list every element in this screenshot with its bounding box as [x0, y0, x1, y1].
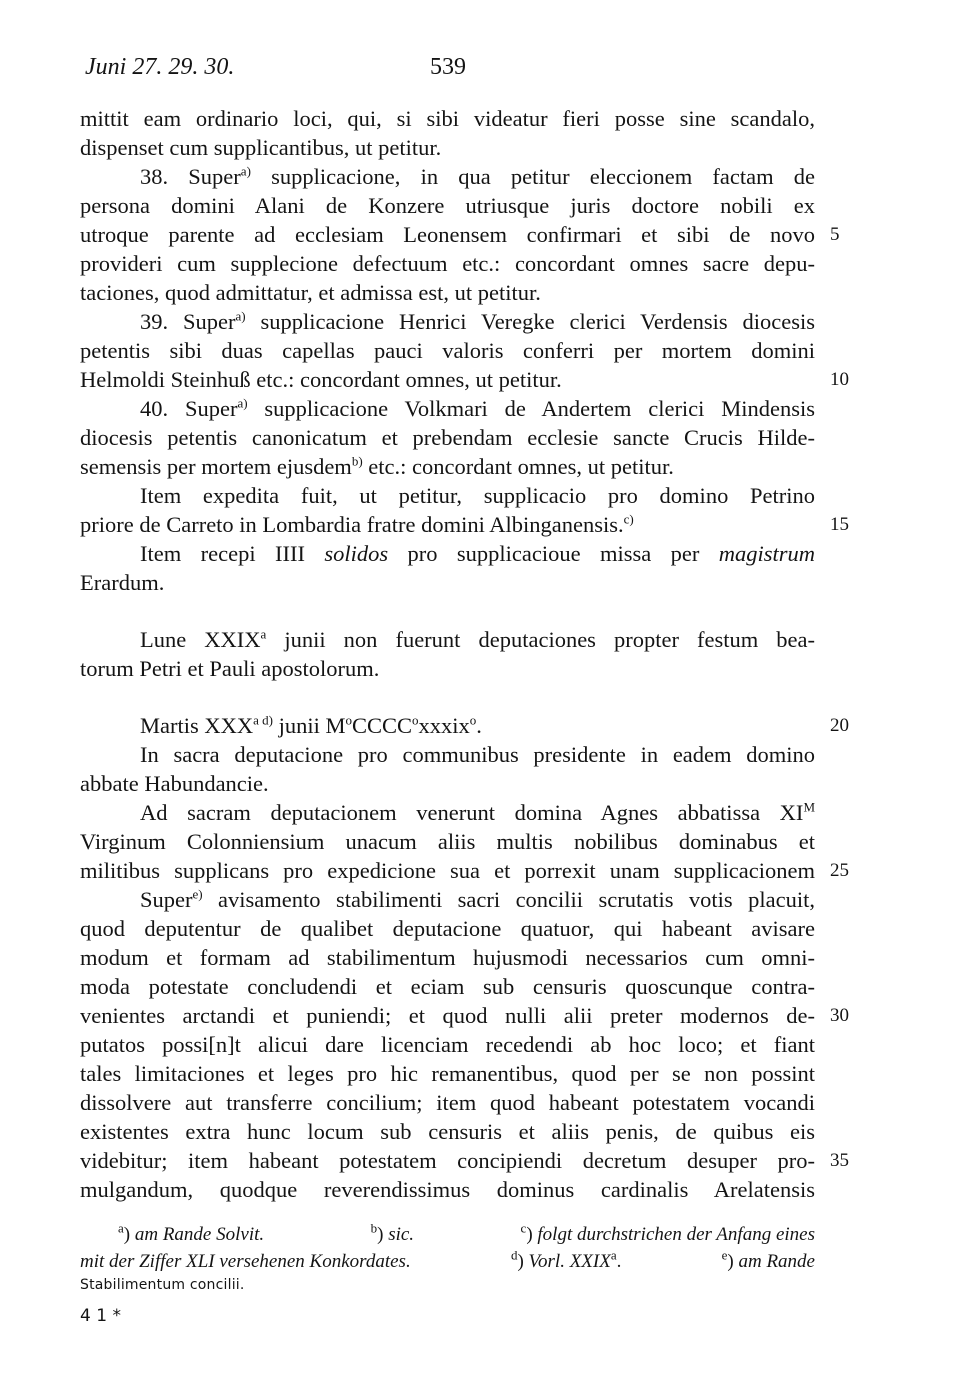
text-line: venientes arctandi et puniendi; et quod nulli alii preter modernos de-	[80, 1003, 815, 1028]
margin-line-number: 20	[830, 715, 849, 736]
text-line: Lune XXIX$^a$ junii non fuerunt deputaciones propter festum bea-	[140, 626, 815, 652]
text-line: 38. Super$^{a)}$ supplicacione, in qua petitur eleccionem factam de	[140, 163, 815, 189]
text-line: abbate Habundancie.	[80, 771, 269, 796]
text-line: mulgandum, quodque reverendissimus dominus cardinalis Arelatensis	[80, 1177, 815, 1202]
footnote-ref: b)	[351, 453, 363, 469]
text-line: semensis per mortem ejusdem$^{b)}$ etc.: concordant omnes, ut petitur.	[80, 453, 674, 479]
text-line: Super$^{e)}$ avisamento stabilimenti sacri concilii scrutatis votis placuit,	[140, 886, 815, 912]
text-line: Erardum.	[80, 570, 165, 595]
text-line: quod deputentur de qualibet deputacione quatuor, qui habeant avisare	[80, 916, 815, 941]
margin-line-number: 15	[830, 514, 849, 535]
text-line: utroque parente ad ecclesiam Leonensem confirmari et sibi de novo	[80, 222, 815, 247]
margin-line-number: 5	[830, 224, 840, 245]
text-line: moda potestate concludendi et eciam sub censuris quoscunque contra-	[80, 974, 815, 999]
text-line: modum et formam ad stabilimentum hujusmodi necessarios cum omni-	[80, 945, 815, 970]
footnote-ref: a d)	[253, 712, 273, 728]
footnote-d: $^d$) Vorl. XXIX$^a$.	[510, 1247, 622, 1272]
text-line: provideri cum supplecione defectuum etc.: concordant omnes sacre depu-	[80, 251, 815, 276]
text-line: dissolvere aut transferre concilium; item quod habeant potestatem vocandi	[80, 1090, 815, 1115]
margin-line-number: 35	[830, 1150, 849, 1171]
footnote-ref: c)	[623, 511, 634, 527]
text-line: priore de Carreto in Lombardia fratre domini Albinganensis.$^{c)}$	[80, 511, 634, 537]
footnote-e-cont: Stabilimentum concilii.	[80, 1277, 245, 1293]
margin-line-number: 30	[830, 1005, 849, 1026]
text-line: videbitur; item habeant potestatem concipiendi decretum desuper pro-	[80, 1148, 815, 1173]
text-line: torum Petri et Pauli apostolorum.	[80, 656, 380, 681]
page-number: 539	[430, 54, 466, 80]
signature-mark: 4 1 *	[80, 1306, 121, 1326]
footnote-line	[80, 1248, 815, 1275]
text-line: putatos possi[n]t alicui dare licenciam recedendi ab hoc loco; et fiant	[80, 1032, 815, 1057]
margin-line-number: 25	[830, 860, 849, 881]
footnote-c-cont: mit der Ziffer XLI versehenen Konkordates.	[80, 1251, 411, 1272]
footnote-a: $^a$) am Rande Solvit.	[118, 1220, 265, 1245]
margin-line-number: 10	[830, 369, 849, 390]
footnote-ref: a)	[235, 308, 246, 324]
text-line: diocesis petentis canonicatum et prebendam ecclesie sancte Crucis Hilde-	[80, 425, 815, 450]
text-line: persona domini Alani de Konzere utriusque juris doctore nobili ex	[80, 193, 815, 218]
text-line: 40. Super$^{a)}$ supplicacione Volkmari de Andertem clerici Mindensis	[140, 395, 815, 421]
footnote-line	[118, 1221, 815, 1248]
text-line: Item recepi IIII solidos pro supplicacioue missa per magistrum	[140, 541, 815, 566]
text-line: In sacra deputacione pro communibus presidente in eadem domino	[140, 742, 815, 767]
text-line: Item expedita fuit, ut petitur, supplicacio pro domino Petrino	[140, 483, 815, 508]
text-line: Virginum Colonniensium unacum aliis multis nobilibus dominabus et	[80, 829, 815, 854]
footnote-ref: a)	[240, 163, 251, 179]
text-line: taciones, quod admittatur, et admissa est, ut petitur.	[80, 280, 541, 305]
footnote-ref: e)	[192, 886, 203, 902]
text-line: existentes extra hunc locum sub censuris et aliis penis, de quibus eis	[80, 1119, 815, 1144]
date-heading: Martis $XXX^{a d)}$ junii $M^oCCCC^oxxxix^o$.	[140, 712, 482, 738]
text-line: mittit eam ordinario loci, qui, si sibi videatur fieri posse sine scandalo,	[80, 106, 815, 131]
text-line: Helmoldi Steinhuß etc.: concordant omnes, ut petitur.	[80, 367, 562, 392]
text-line: Ad sacram deputacionem venerunt domina Agnes abbatissa $XI^M$	[140, 799, 815, 825]
footnote-e: $^e$) am Rande	[721, 1247, 815, 1272]
running-header: Juni 27. 29. 30.	[85, 54, 235, 80]
text-line: militibus supplicans pro expedicione sua et porrexit unam supplicacionem	[80, 858, 815, 883]
footnote-c: $^c$) folgt durchstrichen der Anfang eines	[520, 1220, 815, 1245]
footnote-ref: a)	[237, 395, 248, 411]
text-line: tales limitaciones et leges pro hic remanentibus, quod per se non possint	[80, 1061, 815, 1086]
footnote-b: $^b$) sic.	[370, 1220, 415, 1245]
text-line: 39. Super$^{a)}$ supplicacione Henrici Veregke clerici Verdensis diocesis	[140, 308, 815, 334]
text-line: petentis sibi duas capellas pauci valoris conferri per mortem domini	[80, 338, 815, 363]
text-line: dispenset cum supplicantibus, ut petitur.	[80, 135, 442, 160]
